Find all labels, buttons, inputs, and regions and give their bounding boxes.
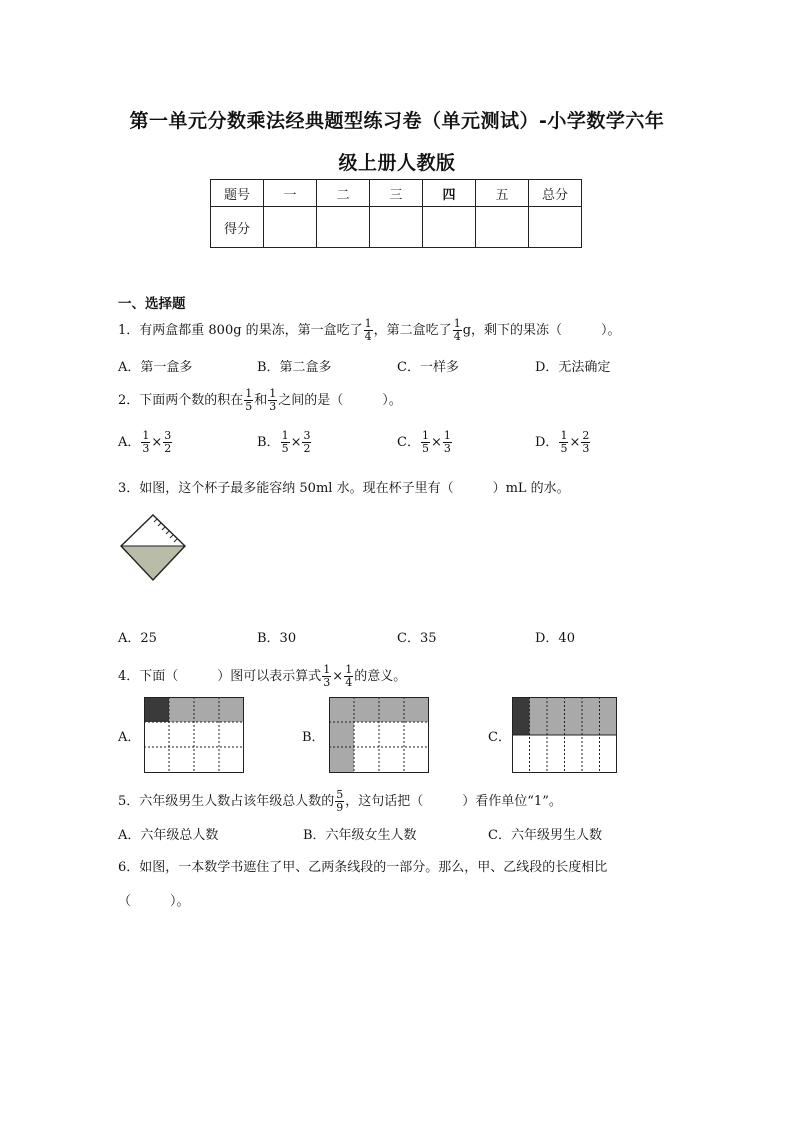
q4-times-sign: ×	[332, 669, 344, 684]
q1-option-d[interactable]: D．无法确定	[535, 360, 611, 375]
grid-c-dark-cell	[512, 697, 530, 735]
score-header-cell: 总分	[529, 180, 582, 207]
q1-fraction-1-denominator: 4	[364, 330, 372, 343]
q2-option-fraction	[163, 430, 172, 455]
fraction-denominator: 3	[443, 442, 451, 455]
fraction-denominator: 3	[582, 442, 590, 455]
q1-fraction-1-numerator: 1	[364, 317, 372, 330]
q4-fraction-1	[322, 664, 331, 689]
q1-text-a: 1．有两盒都重 800g 的果冻，第一盒吃了	[118, 323, 363, 338]
q2-option-fraction	[421, 430, 430, 455]
document-title-line-1: 第一单元分数乘法经典题型练习卷（单元测试）-小学数学六年	[129, 110, 665, 132]
fraction-numerator: 2	[582, 429, 590, 442]
q2-option-fraction	[141, 430, 150, 455]
q2-option-fraction	[302, 430, 311, 455]
q2-fraction-2-numerator: 1	[269, 387, 277, 400]
times-sign: ×	[290, 435, 302, 450]
fraction-numerator: 1	[421, 429, 429, 442]
q4-option-a-label[interactable]: A．	[118, 730, 141, 745]
q5-fraction-denominator: 9	[336, 801, 344, 814]
q1-option-c[interactable]: C．一样多	[397, 360, 459, 375]
question-4	[118, 664, 406, 689]
q4-fraction-1-numerator: 1	[323, 663, 331, 676]
q3-option-b[interactable]: B．30	[257, 631, 297, 646]
q1-fraction-1	[364, 318, 373, 343]
q2-option-fraction	[559, 430, 568, 455]
fraction-numerator: 1	[560, 429, 568, 442]
fraction-denominator: 2	[164, 442, 172, 455]
q2-fraction-1-numerator: 1	[245, 387, 253, 400]
fraction-numerator: 1	[142, 429, 150, 442]
q4-option-b-label[interactable]: B．	[302, 730, 325, 745]
fraction-numerator: 3	[164, 429, 172, 442]
grid-c-shaded-row	[530, 697, 618, 735]
score-table-header-row	[211, 180, 582, 207]
score-entry-cell[interactable]	[264, 207, 317, 248]
q5-fraction	[335, 789, 344, 814]
q2-option-label: D．	[535, 435, 559, 450]
score-table-score-row	[211, 207, 582, 248]
score-header-cell: 一	[264, 180, 317, 207]
question-2	[118, 388, 402, 413]
grid-a-shaded-row	[169, 697, 244, 722]
fraction-numerator: 3	[303, 429, 311, 442]
fraction-denominator: 5	[421, 442, 429, 455]
question-6-line-1: 6．如图，一本数学书遮住了甲、乙两条线段的一部分。那么，甲、乙线段的长度相比	[118, 860, 608, 875]
q2-text-c: 之间的是（ ）。	[278, 393, 402, 408]
q4-fraction-2-denominator: 4	[345, 676, 353, 689]
q1-text-b: ，第二盒吃了	[373, 323, 452, 338]
q4-fraction-1-denominator: 3	[323, 676, 331, 689]
document-title-line-2: 级上册人教版	[338, 152, 456, 174]
q2-option-label: C．	[397, 435, 420, 450]
q5-option-b[interactable]: B．六年级女生人数	[303, 828, 417, 843]
q1-fraction-2-denominator: 4	[453, 330, 461, 343]
q4-option-c-label[interactable]: C．	[488, 730, 511, 745]
fraction-denominator: 3	[142, 442, 150, 455]
q2-option-fraction	[281, 430, 290, 455]
times-sign: ×	[151, 435, 163, 450]
q3-option-d[interactable]: D．40	[535, 631, 575, 646]
q2-text-a: 2．下面两个数的积在	[118, 393, 244, 408]
q2-option-label: A．	[118, 435, 141, 450]
cup-diagram	[118, 514, 190, 586]
q1-option-b[interactable]: B．第二盒多	[257, 360, 332, 375]
q5-text-b: ，这句话把（ ）看作单位“1”。	[345, 794, 562, 809]
grid-a-dark-cell	[144, 697, 169, 722]
q2-option-b[interactable]	[257, 430, 312, 455]
score-header-cell: 二	[317, 180, 370, 207]
q2-fraction-1	[244, 388, 253, 413]
q5-option-a[interactable]: A．六年级总人数	[118, 828, 219, 843]
q4-grid-a[interactable]	[144, 697, 244, 773]
score-entry-cell[interactable]	[529, 207, 582, 248]
cup-scale-ticks	[154, 519, 177, 542]
q1-option-a[interactable]: A．第一盒多	[118, 360, 193, 375]
q4-fraction-2	[344, 664, 353, 689]
q4-text-b: 的意义。	[354, 669, 407, 684]
cup-water-fill	[121, 546, 185, 580]
score-entry-cell[interactable]	[370, 207, 423, 248]
question-5	[118, 789, 562, 814]
q2-option-label: B．	[257, 435, 280, 450]
score-table	[210, 179, 582, 248]
q4-text-a: 4．下面（ ）图可以表示算式	[118, 669, 322, 684]
score-header-cell: 四	[423, 180, 476, 207]
q2-option-a[interactable]	[118, 430, 173, 455]
fraction-denominator: 5	[560, 442, 568, 455]
question-3: 3．如图，这个杯子最多能容纳 50ml 水。现在杯子里有（ ）mL 的水。	[118, 481, 570, 496]
q2-option-c[interactable]	[397, 430, 453, 455]
times-sign: ×	[569, 435, 581, 450]
fraction-numerator: 1	[281, 429, 289, 442]
question-1	[118, 318, 621, 343]
score-header-cell: 五	[476, 180, 529, 207]
q2-fraction-2	[268, 388, 277, 413]
score-row-label: 得分	[211, 207, 264, 248]
question-6-line-2: （ ）。	[118, 894, 190, 909]
q4-fraction-2-numerator: 1	[345, 663, 353, 676]
q3-option-c[interactable]: C．35	[397, 631, 437, 646]
q5-fraction-numerator: 5	[336, 788, 344, 801]
score-header-cell: 题号	[211, 180, 264, 207]
q2-option-fraction	[443, 430, 452, 455]
times-sign: ×	[430, 435, 442, 450]
q3-option-a[interactable]: A．25	[118, 631, 157, 646]
q2-option-fraction	[581, 430, 590, 455]
fraction-numerator: 1	[443, 429, 451, 442]
q2-text-b: 和	[254, 393, 268, 408]
q1-fraction-2	[453, 318, 462, 343]
score-entry-cell[interactable]	[423, 207, 476, 248]
q1-fraction-2-numerator: 1	[453, 317, 461, 330]
q2-fraction-2-denominator: 3	[269, 400, 277, 413]
q4-grid-b[interactable]	[329, 697, 429, 773]
q1-text-c: g，剩下的果冻（ ）。	[462, 323, 621, 338]
q2-option-d[interactable]	[535, 430, 591, 455]
fraction-denominator: 5	[281, 442, 289, 455]
q2-fraction-1-denominator: 5	[245, 400, 253, 413]
score-header-cell: 三	[370, 180, 423, 207]
score-entry-cell[interactable]	[476, 207, 529, 248]
score-entry-cell[interactable]	[317, 207, 370, 248]
fraction-denominator: 2	[303, 442, 311, 455]
q5-text-a: 5．六年级男生人数占该年级总人数的	[118, 794, 335, 809]
q5-option-c[interactable]: C．六年级男生人数	[488, 828, 602, 843]
q4-grid-c[interactable]	[512, 697, 617, 773]
section-title: 一、选择题	[118, 296, 186, 312]
